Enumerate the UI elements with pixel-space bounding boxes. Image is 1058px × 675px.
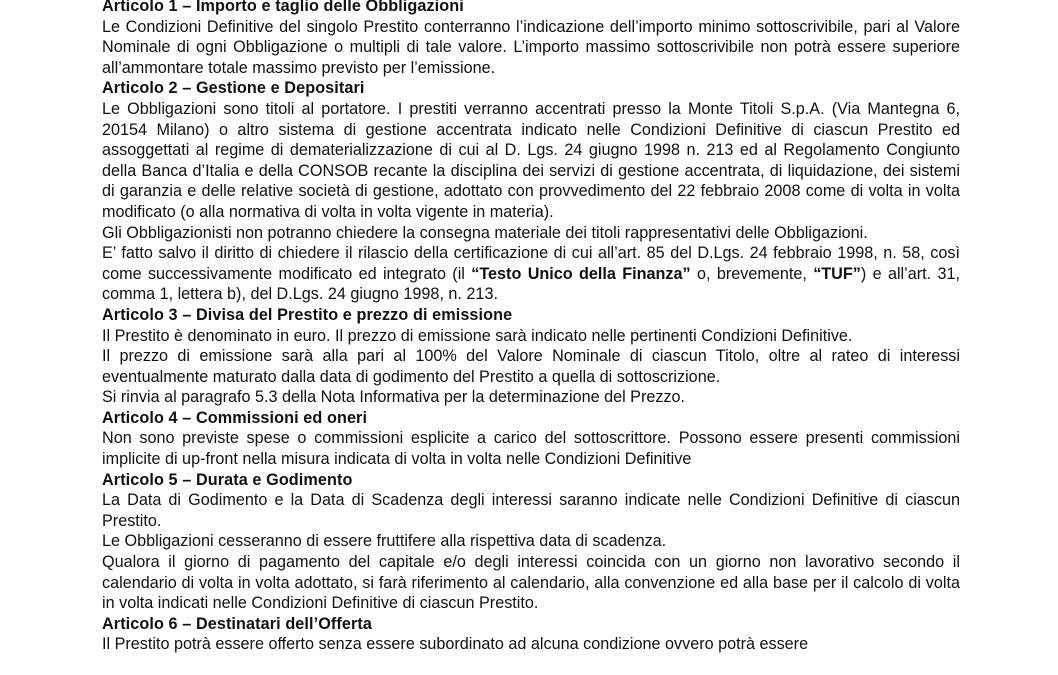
article-1-heading: Articolo 1 – Importo e taglio delle Obbligazioni (102, 0, 464, 15)
article-2-paragraph-1: Le Obbligazioni sono titoli al portatore. I prestiti verranno accentrati presso la Monte Titoli S.p.A. (Via Mantegna 6, 20154 Milano) o altro sistema di gestione accentrata indicato nelle Condizioni Definitive di ciascun Prestito ed assoggettati al regime di dematerializzazione di cui al D. Lgs. 24 giugno 1998 n. 213 ed al Regolamento Congiunto della Banca d’Italia e della CONSOB recante la disciplina dei servizi di gestione accentrata, di liquidazione, dei sistemi di garanzia e delle relative società di gestione, adottato con provvedimento del 22 febbraio 2008 come di volta in volta modificato (o alla normativa di volta in volta vigente in materia). (102, 99, 960, 221)
article-4-paragraph-1: Non sono previste spese o commissioni esplicite a carico del sottoscrittore. Possono essere presenti commissioni implicite di up-front nella misura indicata di volta in volta nelle Condizioni Definitive (102, 429, 960, 469)
article-5-paragraph-2: Le Obbligazioni cesseranno di essere fruttifere alla rispettiva data di scadenza. (102, 532, 667, 551)
article-6-heading: Articolo 6 – Destinatari dell’Offerta (102, 614, 372, 633)
article-2-paragraph-2: Gli Obbligazionisti non potranno chiedere la consegna materiale dei titoli rappresentativi delle Obbligazioni. (102, 223, 868, 242)
tuf-text-after: ) e all’art. 31, comma 1, lettera b), del D.Lgs. 24 giugno 1998, n. 213. (102, 264, 960, 304)
article-5-paragraph-1: La Data di Godimento e la Data di Scadenza degli interessi saranno indicate nelle Condizioni Definitive di ciascun Prestito. (102, 491, 960, 530)
article-3-paragraph-1: Il Prestito è denominato in euro. Il prezzo di emissione sarà indicato nelle pertinenti Condizioni Definitive. (102, 326, 853, 345)
tuf-text-before: E’ fatto salvo il diritto di chiedere il rilascio della certificazione di cui all’art. 85 del D.Lgs. 24 febbraio 1998, n. 58, così come successivamente modificato ed integrato (il (102, 244, 960, 283)
tuf-bold-acronym: “TUF” (813, 264, 861, 283)
article-2-heading: Articolo 2 – Gestione e Depositari (102, 79, 365, 98)
document-page (102, 0, 960, 655)
article-5-heading: Articolo 5 – Durata e Godimento (102, 470, 353, 489)
article-3-heading: Articolo 3 – Divisa del Prestito e prezzo di emissione (102, 305, 513, 324)
tuf-bold-testo-unico: “Testo Unico della Finanza” (471, 264, 691, 283)
article-5-paragraph-3: Qualora il giorno di pagamento del capitale e/o degli interessi coincida con un giorno non lavorativo secondo il calendario di volta in volta adottato, si farà riferimento al calendario, alla convenzione ed alla base per il calcolo di volta in volta indicati nelle Condizioni Definitive di ciascun Prestito. (102, 553, 960, 613)
article-2-tuf-paragraph (102, 243, 960, 305)
tuf-text-middle: o, brevemente, (690, 264, 814, 283)
article-6-paragraph-1: Il Prestito potrà essere offerto senza essere subordinato ad alcuna condizione ovvero potrà essere (102, 635, 809, 654)
article-1-paragraph-1: Le Condizioni Definitive del singolo Prestito conterranno l’indicazione dell’importo minimo sottoscrivibile, pari al Valore Nominale di ogni Obbligazione o multipli di tale valore. L’importo massimo sottoscrivibile non potrà essere superiore all’ammontare totale massimo previsto per l’emissione. (102, 17, 960, 77)
article-4-heading: Articolo 4 – Commissioni ed oneri (102, 408, 368, 427)
article-3-paragraph-3: Si rinvia al paragrafo 5.3 della Nota Informativa per la determinazione del Prezzo. (102, 388, 686, 407)
article-3-paragraph-2: Il prezzo di emissione sarà alla pari al 100% del Valore Nominale di ciascun Titolo, oltre al rateo di interessi eventualmente maturato dalla data di godimento del Prestito a quella di sottoscrizione. (102, 347, 960, 386)
